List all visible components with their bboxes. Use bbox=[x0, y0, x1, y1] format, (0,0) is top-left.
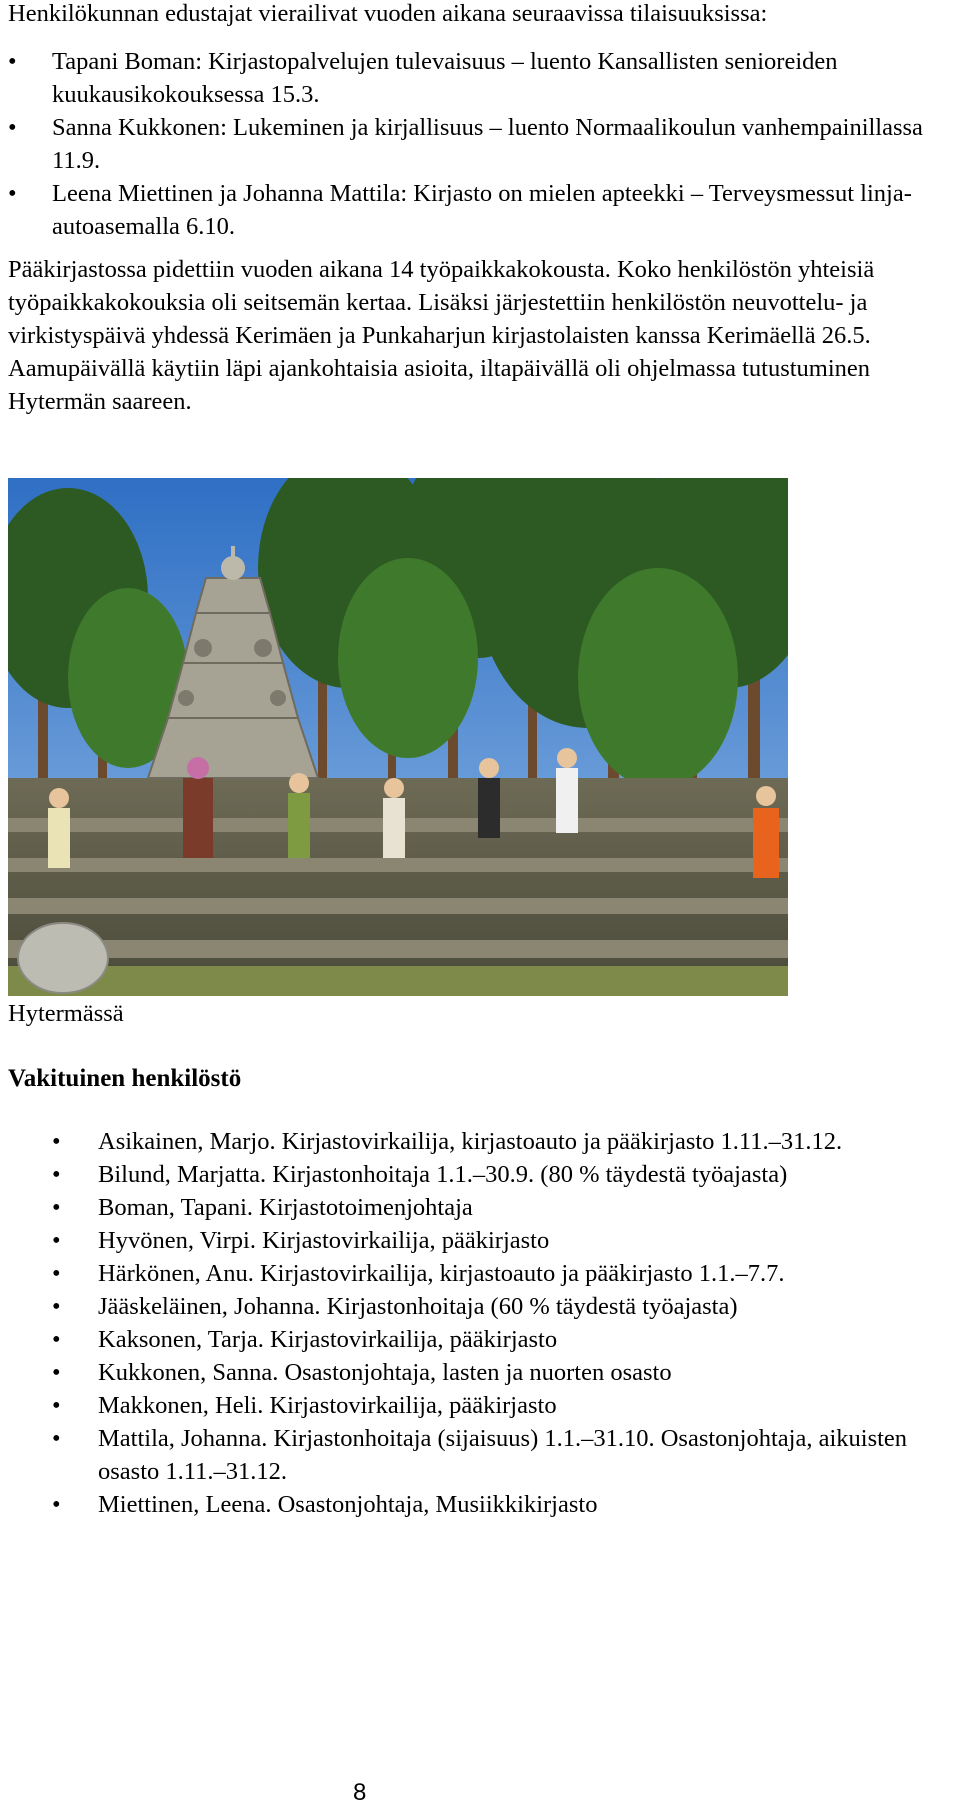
staff-text: Kukkonen, Sanna. Osastonjohtaja, lasten ja nuorten osasto bbox=[98, 1359, 672, 1386]
bullet-icon: • bbox=[8, 180, 17, 207]
event-item bbox=[0, 45, 952, 111]
bullet-icon: • bbox=[52, 1425, 61, 1452]
event-item bbox=[0, 111, 952, 177]
staff-text: Härkönen, Anu. Kirjastovirkailija, kirjastoauto ja pääkirjasto 1.1.–7.7. bbox=[98, 1260, 785, 1287]
bullet-icon: • bbox=[52, 1359, 61, 1386]
staff-text: Makkonen, Heli. Kirjastovirkailija, pääkirjasto bbox=[98, 1392, 557, 1419]
bullet-icon: • bbox=[52, 1194, 61, 1221]
bullet-icon: • bbox=[52, 1260, 61, 1287]
bullet-icon: • bbox=[52, 1491, 61, 1518]
staff-item bbox=[0, 1224, 948, 1257]
staff-item bbox=[0, 1125, 948, 1158]
bullet-icon: • bbox=[8, 114, 17, 141]
staff-list bbox=[0, 1125, 960, 1521]
photo-hyterma bbox=[8, 478, 788, 996]
staff-item bbox=[0, 1158, 948, 1191]
staff-text: Jääskeläinen, Johanna. Kirjastonhoitaja (60 % täydestä työajasta) bbox=[98, 1293, 738, 1320]
staff-text: Mattila, Johanna. Kirjastonhoitaja (sijaisuus) 1.1.–31.10. Osastonjohtaja, aikuisten osasto 1.11.–31.12. bbox=[98, 1425, 908, 1485]
staff-text: Bilund, Marjatta. Kirjastonhoitaja 1.1.–30.9. (80 % täydestä työajasta) bbox=[98, 1161, 788, 1188]
staff-text: Hyvönen, Virpi. Kirjastovirkailija, pääkirjasto bbox=[98, 1227, 550, 1254]
staff-item bbox=[0, 1257, 948, 1290]
intro-text: Henkilökunnan edustajat vierailivat vuoden aikana seuraavissa tilaisuuksissa: bbox=[8, 0, 768, 27]
photo-caption: Hytermässä bbox=[8, 1000, 124, 1027]
bullet-icon: • bbox=[52, 1161, 61, 1188]
bullet-icon: • bbox=[52, 1227, 61, 1254]
page-number: 8 bbox=[353, 1779, 367, 1806]
staff-item bbox=[0, 1191, 948, 1224]
event-text: Tapani Boman: Kirjastopalvelujen tulevaisuus – luento Kansallisten senioreiden kuukausikokouksessa 15.3. bbox=[52, 48, 838, 108]
event-item bbox=[0, 177, 952, 243]
event-text: Leena Miettinen ja Johanna Mattila: Kirjasto on mielen apteekki – Terveysmessut linja-autoasemalla 6.10. bbox=[52, 180, 912, 240]
staff-text: Kaksonen, Tarja. Kirjastovirkailija, pääkirjasto bbox=[98, 1326, 558, 1353]
staff-item bbox=[0, 1323, 948, 1356]
section-heading: Vakituinen henkilöstö bbox=[8, 1065, 242, 1092]
meetings-paragraph: Pääkirjastossa pidettiin vuoden aikana 14 työpaikkakokousta. Koko henkilöstön yhteisiä työpaikkakokouksia oli seitsemän kertaa. Lisäksi järjestettiin henkilöstön neuvottelu- ja virkistyspäivä yhdessä Kerimäen ja Punkaharjun kirjastolaisten kanssa Kerimäellä 26.5. Aamupäivällä käytiin läpi ajankohtaisia asioita, iltapäivällä oli ohjelmassa tutustuminen Hytermän saareen. bbox=[8, 256, 875, 415]
staff-item bbox=[0, 1422, 948, 1488]
bullet-icon: • bbox=[52, 1326, 61, 1353]
staff-item bbox=[0, 1356, 948, 1389]
bullet-icon: • bbox=[52, 1128, 61, 1155]
event-text: Sanna Kukkonen: Lukeminen ja kirjallisuus – luento Normaalikoulun vanhempainillassa 11.9. bbox=[52, 114, 923, 174]
staff-text: Boman, Tapani. Kirjastotoimenjohtaja bbox=[98, 1194, 473, 1221]
bullet-icon: • bbox=[52, 1293, 61, 1320]
event-list bbox=[0, 45, 960, 243]
staff-text: Asikainen, Marjo. Kirjastovirkailija, kirjastoauto ja pääkirjasto 1.11.–31.12. bbox=[98, 1128, 843, 1155]
staff-item bbox=[0, 1389, 948, 1422]
staff-text: Miettinen, Leena. Osastonjohtaja, Musiikkikirjasto bbox=[98, 1491, 598, 1518]
bullet-icon: • bbox=[8, 48, 17, 75]
staff-item bbox=[0, 1290, 948, 1323]
bullet-icon: • bbox=[52, 1392, 61, 1419]
staff-item bbox=[0, 1488, 948, 1521]
